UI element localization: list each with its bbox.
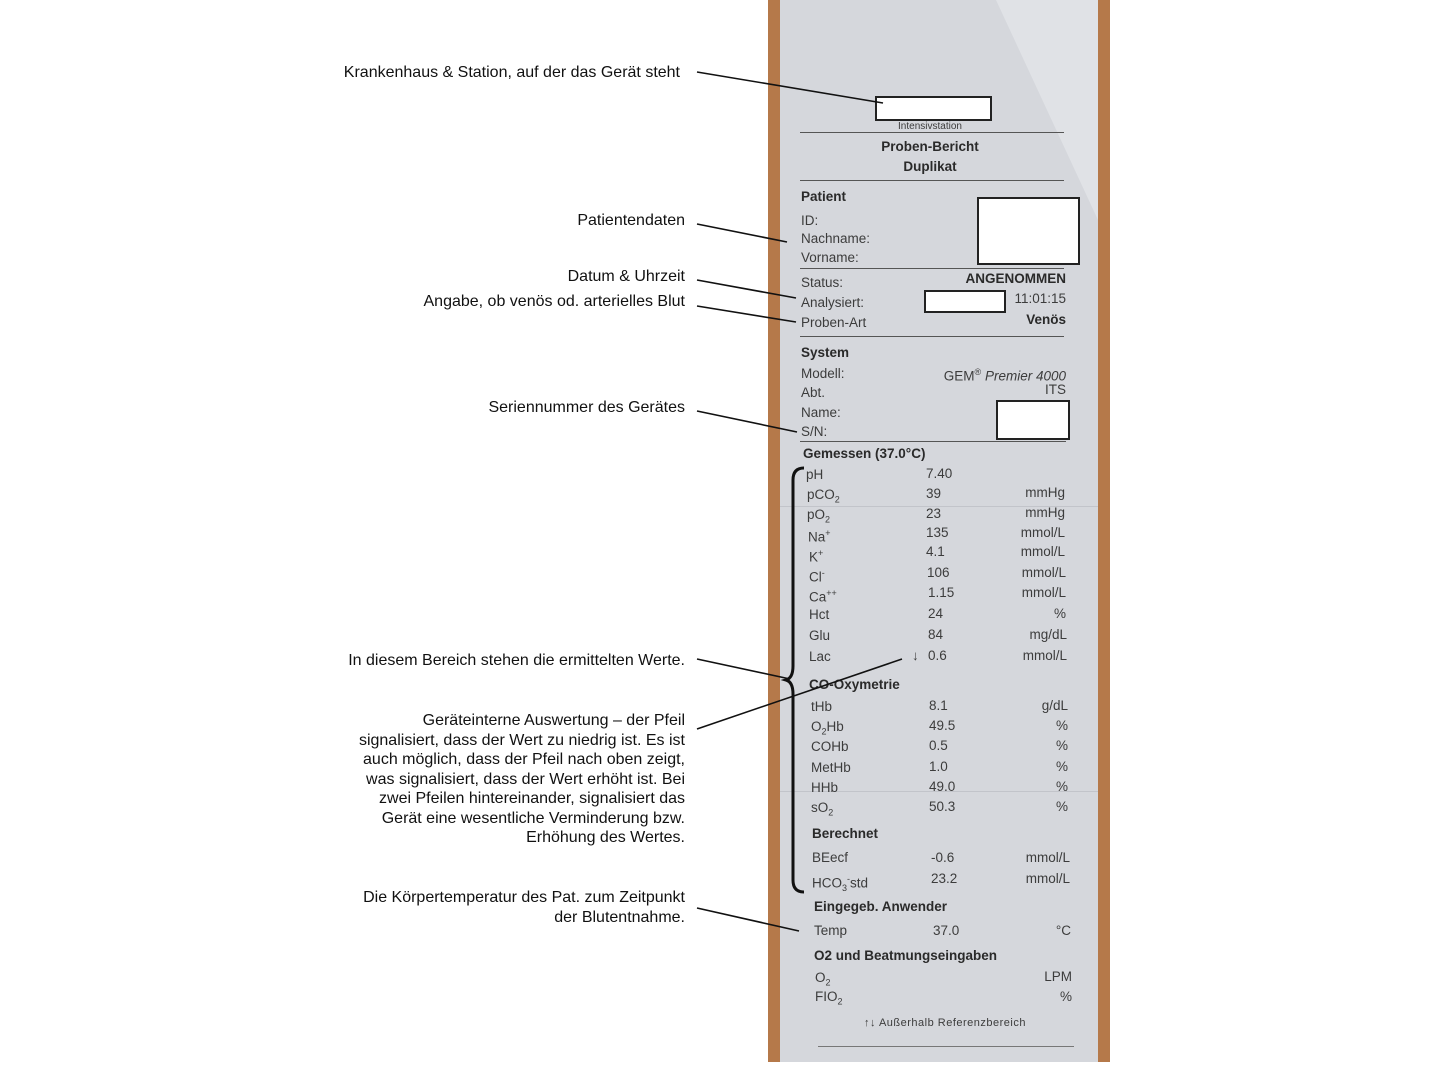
patient-id-label: ID:: [801, 213, 819, 228]
annotation-arrow-explanation: Geräteinterne Auswertung – der Pfeil signalisiert, dass der Wert zu niedrig ist. Es ist auch möglich, dass der Pfeil nach oben zeigt, was signalisiert, dass der Wert erhöht ist. Bei zwei Pfeilen hintereinander, signalisiert das Gerät eine wesentliche Verminderung bzw. Erhöhung des Wertes.: [358, 712, 685, 846]
param-glu: Glu: [809, 628, 831, 643]
value-methb: 1.0: [929, 759, 948, 774]
param-hhb: HHb: [811, 780, 839, 795]
sample-type-label: Proben-Art: [801, 315, 867, 330]
patient-firstname-label: Vorname:: [801, 250, 859, 265]
param-k: K+: [809, 548, 824, 565]
o2-ventilation-heading: O2 und Beatmungseingaben: [814, 948, 998, 963]
calculated-heading: Berechnet: [812, 826, 879, 841]
annotation-patient: Patientendaten: [577, 212, 685, 229]
leader-line-hospital: [697, 72, 883, 103]
value-k: 4.1: [926, 544, 945, 559]
unit-glu: mg/dL: [1029, 627, 1067, 642]
value-o2hb: 49.5: [929, 718, 956, 733]
leader-line-datetime: [697, 280, 796, 298]
annotation-values: In diesem Bereich stehen die ermittelten Werte.: [348, 652, 685, 669]
unit-hct: %: [1053, 606, 1066, 621]
dept-value: ITS: [1044, 382, 1066, 397]
unit-cohb: %: [1055, 738, 1068, 753]
annotation-serial: Seriennummer des Gerätes: [488, 399, 685, 416]
value-hct: 24: [928, 606, 944, 621]
o2-unit: LPM: [1044, 969, 1072, 984]
o2-label: $O_2$: [815, 970, 831, 988]
value-lac: 0.6: [928, 648, 947, 663]
unit-thb: g/dL: [1041, 698, 1068, 713]
unit-po2: mmHg: [1025, 505, 1065, 520]
value-beecf: -0.6: [931, 850, 955, 865]
values-brace: [786, 468, 804, 892]
dept-label: Abt.: [801, 385, 826, 400]
report-subtitle: Duplikat: [903, 159, 957, 174]
value-ca: 1.15: [928, 585, 955, 600]
temp-value: 37.0: [933, 923, 960, 938]
fio2-label: $FIO_2$: [815, 989, 843, 1007]
param-thb: tHb: [811, 699, 833, 714]
value-cl: 106: [927, 565, 950, 580]
ward-label: Intensivstation: [898, 121, 962, 132]
param-na: Na+: [808, 528, 831, 545]
report-title: Proben-Bericht: [881, 139, 979, 154]
annotation-datetime: Datum & Uhrzeit: [567, 268, 685, 285]
annotation-blood-type: Angabe, ob venös od. arterielles Blut: [423, 293, 685, 310]
value-ph: 7.40: [926, 466, 953, 481]
sample-type-value: Venös: [1026, 312, 1066, 327]
unit-hhb: %: [1055, 779, 1068, 794]
unit-na: mmol/L: [1020, 525, 1065, 540]
param-lac: Lac: [809, 649, 831, 664]
patient-heading: Patient: [801, 189, 847, 204]
status-value: ANGENOMMEN: [965, 271, 1066, 286]
temp-label: Temp: [814, 923, 848, 938]
param-so2: $sO_2$: [811, 800, 834, 818]
measured-heading: Gemessen (37.0°C): [803, 446, 926, 461]
registered-mark: ®: [974, 367, 982, 377]
co-oximetry-heading: CO-Oxymetrie: [809, 677, 900, 692]
analyzed-time: 11:01:15: [1014, 291, 1066, 306]
user-input-heading: Eingegeb. Anwender: [814, 899, 948, 914]
unit-o2hb: %: [1055, 718, 1068, 733]
leader-line-serial: [697, 411, 797, 432]
value-glu: 84: [928, 627, 944, 642]
param-cl: Cl-: [809, 568, 825, 585]
low-flag-arrow: ↓: [912, 648, 919, 663]
value-so2: 50.3: [929, 799, 956, 814]
value-cohb: 0.5: [929, 738, 948, 753]
serial-number-label: S/N:: [801, 424, 828, 439]
unit-lac: mmol/L: [1022, 648, 1067, 663]
status-label: Status:: [801, 275, 844, 290]
param-methb: MetHb: [811, 760, 851, 775]
analyzed-label: Analysiert:: [801, 295, 865, 310]
param-pco2: pCO$_2$: [807, 487, 840, 505]
reference-range-footer: ↑↓ Außerhalb Referenzbereich: [864, 1017, 1026, 1029]
value-po2: 23: [926, 506, 942, 521]
device-name-label: Name:: [801, 405, 841, 420]
value-hco3: 23.2: [931, 871, 958, 886]
leader-line-patient: [697, 224, 787, 242]
system-heading: System: [801, 345, 850, 360]
model-name: Premier 4000: [984, 368, 1066, 384]
unit-beecf: mmol/L: [1025, 850, 1070, 865]
model-brand: GEM: [943, 368, 975, 384]
patient-lastname-label: Nachname:: [801, 231, 871, 246]
leader-line-blood-type: [697, 306, 796, 322]
param-cohb: COHb: [811, 739, 849, 754]
unit-so2: %: [1055, 799, 1068, 814]
unit-cl: mmol/L: [1021, 565, 1066, 580]
leader-line-temperature: [697, 908, 799, 931]
param-ca: Ca++: [809, 588, 837, 605]
unit-ca: mmol/L: [1021, 585, 1066, 600]
param-po2: $pO_2$: [807, 507, 831, 525]
value-na: 135: [926, 525, 949, 540]
param-ph: pH: [806, 467, 824, 482]
unit-methb: %: [1055, 759, 1068, 774]
leader-line-arrow: [697, 659, 902, 729]
value-pco2: 39: [926, 486, 942, 501]
unit-pco2: mmHg: [1025, 485, 1065, 500]
temp-unit: °C: [1055, 923, 1071, 938]
leader-line-values: [697, 659, 790, 679]
value-thb: 8.1: [929, 698, 948, 713]
param-beecf: BEecf: [812, 850, 849, 865]
param-hco3: $HCO_3^-std$: [812, 874, 869, 894]
annotation-temperature: Die Körpertemperatur des Pat. zum Zeitpunkt der Blutentnahme.: [363, 889, 685, 926]
fio2-unit: %: [1059, 989, 1072, 1004]
model-label: Modell:: [801, 366, 845, 381]
unit-k: mmol/L: [1020, 544, 1065, 559]
unit-hco3: mmol/L: [1025, 871, 1070, 886]
annotation-hospital: Krankenhaus & Station, auf der das Gerät steht: [343, 64, 680, 81]
value-hhb: 49.0: [929, 779, 956, 794]
param-o2hb: $O_2Hb$: [811, 719, 844, 737]
param-hct: Hct: [809, 607, 830, 622]
